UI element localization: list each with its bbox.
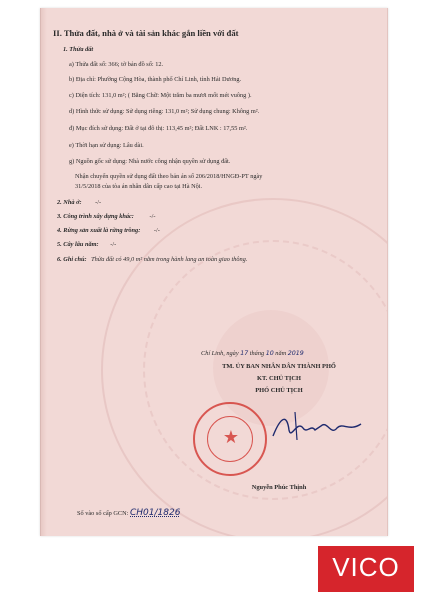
usage-term-line: e) Thời hạn sử dụng: Lâu dài. (69, 142, 144, 149)
house-value: -/- (95, 199, 102, 206)
house-label: 2. Nhà ở: (57, 199, 82, 206)
vico-logo-text: VICO (332, 552, 400, 582)
usage-purpose-line: đ) Mục đích sử dụng: Đất ở tại đô thị: 113,45 m²; Đất LNK : 17,55 m². (69, 125, 248, 132)
date-month-label: tháng (249, 350, 265, 357)
other-construction-value: -/- (149, 213, 156, 220)
authority-line-1: TM. ỦY BAN NHÂN DÂN THÀNH PHỐ (222, 363, 336, 370)
handwritten-signature (267, 406, 367, 446)
parcel-number-value: 366 (108, 61, 118, 68)
official-red-stamp (193, 402, 267, 476)
note-label: 6. Ghi chú: (57, 256, 87, 263)
map-sheet-label: ; tờ bản đồ số: (117, 61, 156, 68)
parcel-number-line (69, 61, 163, 68)
house-row (57, 199, 101, 206)
authority-line-3: PHÓ CHỦ TỊCH (255, 387, 303, 394)
area-line: c) Diện tích: 131,0 m²; ( Bằng Chữ: Một trăm ba mươi mốt mét vuông ). (69, 92, 252, 99)
transfer-line-2: 31/5/2018 của tòa án nhân dân cấp cao tại Hà Nội. (75, 183, 203, 190)
section-title: II. Thửa đất, nhà ở và tài sản khác gắn liền với đất (53, 28, 239, 38)
map-sheet-value: 12. (155, 61, 164, 68)
address-line: b) Địa chỉ: Phường Cộng Hòa, thành phố Chí Linh, tỉnh Hải Dương. (69, 76, 242, 83)
parcel-number-label: a) Thửa đất số: (69, 61, 109, 68)
date-prefix: Chí Linh, ngày (201, 350, 239, 357)
forest-row (57, 227, 160, 234)
perennial-tree-row (57, 241, 116, 248)
forest-value: -/- (153, 227, 160, 234)
authority-line-2: KT. CHỦ TỊCH (257, 375, 301, 382)
forest-label: 4. Rừng sản xuất là rừng trồng: (57, 227, 141, 234)
issue-date (201, 350, 304, 357)
vico-logo (318, 546, 414, 592)
stamp-star-icon: ★ (222, 427, 240, 447)
date-year-label: năm (275, 350, 287, 357)
perennial-tree-label: 5. Cây lâu năm: (57, 241, 99, 248)
other-construction-label: 3. Công trình xây dựng khác: (57, 213, 134, 220)
other-construction-row (57, 213, 155, 220)
usage-origin-line: g) Nguồn gốc sử dụng: Nhà nước công nhận quyền sử dụng đất. (69, 158, 231, 165)
registry-label: Số vào sổ cấp GCN: (77, 510, 130, 517)
land-parcel-heading: 1. Thửa đất (63, 46, 94, 53)
note-row (57, 256, 247, 263)
transfer-line-1: Nhận chuyển quyền sử dụng đất theo bản án số 206/2018/HNGĐ-PT ngày (75, 173, 263, 180)
date-day: 17 (240, 350, 249, 357)
registry-line (77, 508, 180, 518)
signer-name: Nguyễn Phúc Thịnh (251, 484, 307, 491)
usage-form-line: d) Hình thức sử dụng: Sử dụng riêng: 131,0 m²; Sử dụng chung: Không m². (69, 108, 260, 115)
registry-value: CH01/1826 (130, 508, 181, 518)
date-month: 10 (265, 350, 274, 357)
date-year: 2019 (287, 350, 304, 357)
note-value: Thửa đất có 49,0 m² nằm trong hành lang an toàn giao thông. (91, 256, 248, 263)
page-edge (41, 8, 47, 536)
stamp-inner-ring (207, 416, 253, 462)
perennial-tree-value: -/- (110, 241, 117, 248)
certificate-page (40, 8, 388, 536)
